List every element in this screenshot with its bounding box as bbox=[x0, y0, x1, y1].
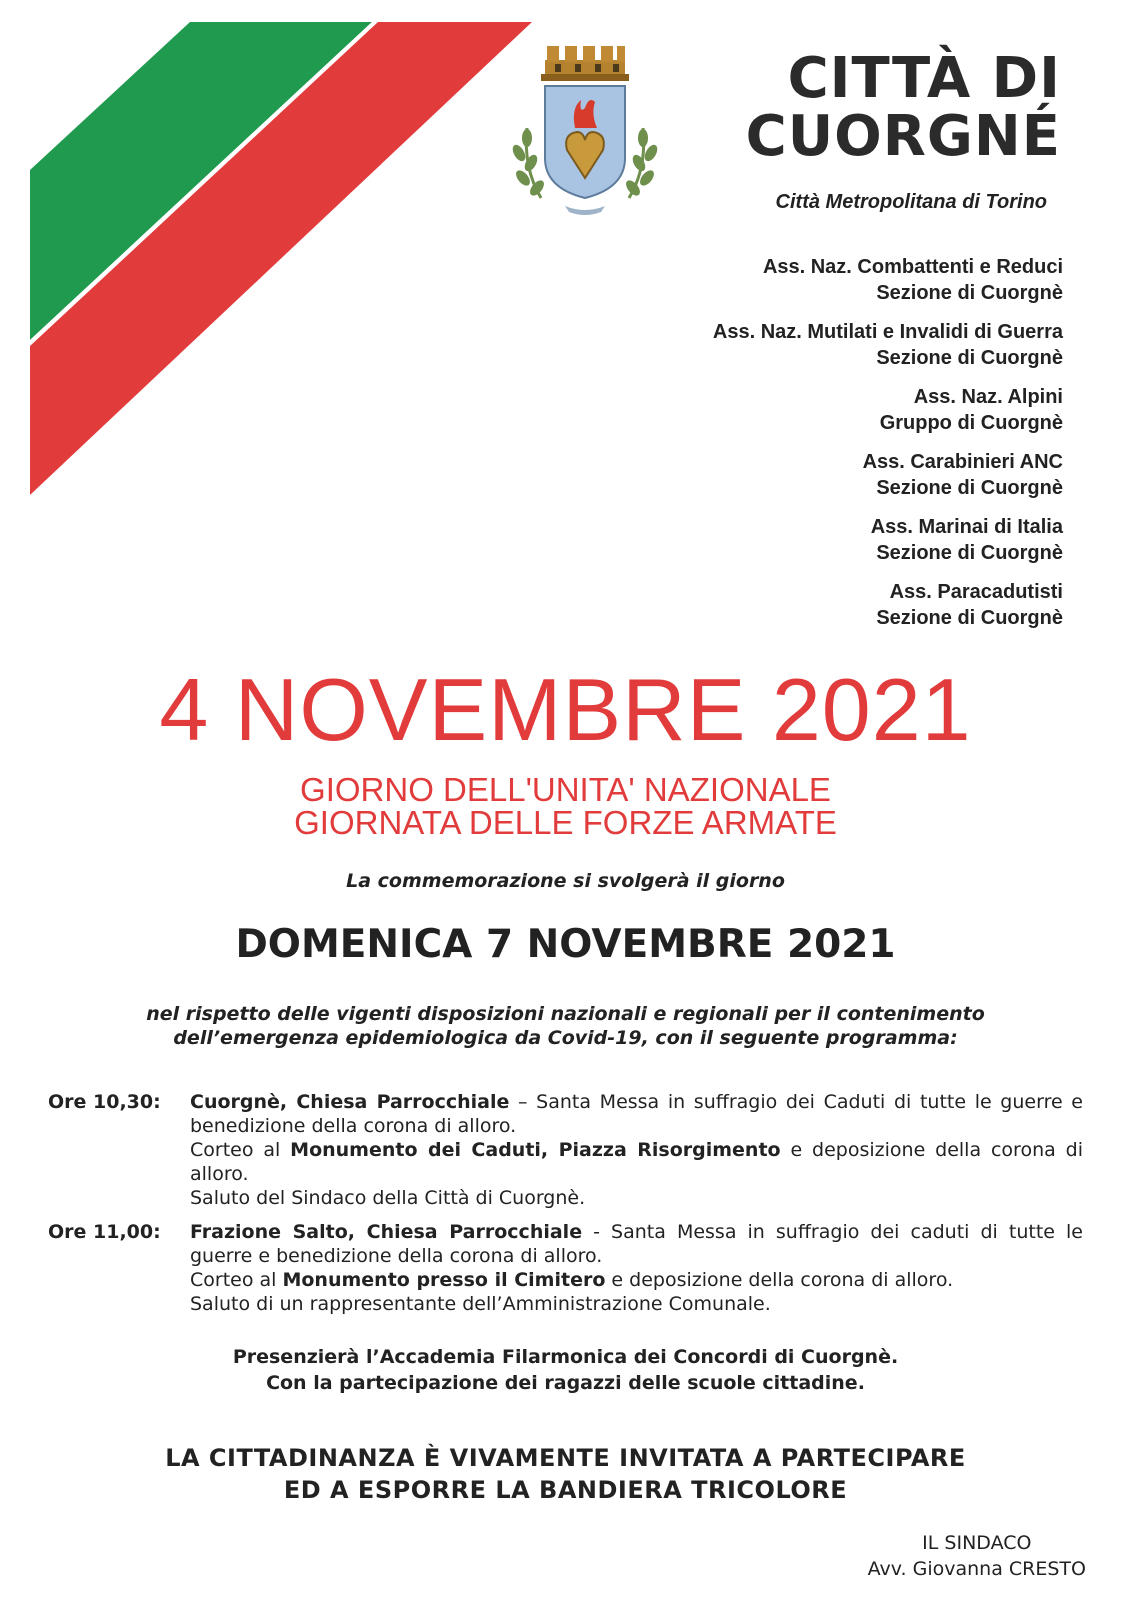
program-detail: Corteo al bbox=[190, 1269, 283, 1291]
associations-list bbox=[713, 254, 1063, 644]
covid-rules-text bbox=[0, 1002, 1131, 1050]
program-list bbox=[48, 1090, 1083, 1326]
program-detail: Corteo al bbox=[190, 1139, 291, 1161]
program-detail: e deposizione della corona di alloro. bbox=[190, 1139, 1083, 1185]
association-section: Sezione di Cuorgnè bbox=[876, 347, 1063, 369]
rules-line1: nel rispetto delle vigenti disposizioni nazionali e regionali per il contenimento bbox=[146, 1003, 985, 1025]
association-name: Ass. Naz. Alpini bbox=[913, 386, 1063, 408]
program-item bbox=[48, 1090, 1083, 1210]
commemoration-date: 4 NOVEMBRE 2021 bbox=[159, 660, 972, 759]
association-item bbox=[713, 579, 1063, 631]
association-item bbox=[713, 449, 1063, 501]
program-monument: Monumento presso il Cimitero bbox=[282, 1269, 606, 1291]
invitation-line2: ED A ESPORRE LA BANDIERA TRICOLORE bbox=[283, 1476, 848, 1504]
program-description bbox=[190, 1220, 1083, 1316]
program-location: Cuorgnè, Chiesa Parrocchiale bbox=[190, 1091, 510, 1113]
presence-notice bbox=[0, 1344, 1131, 1396]
association-item bbox=[713, 514, 1063, 566]
crown-icon bbox=[541, 46, 629, 81]
city-title-line1: CITTÀ DI bbox=[787, 46, 1061, 111]
association-section: Sezione di Cuorgnè bbox=[876, 542, 1063, 564]
program-detail: – Santa Messa in suffragio dei Caduti di tutte le guerre e benedizione della corona di alloro. bbox=[190, 1091, 1083, 1137]
intro-text: La commemorazione si svolgerà il giorno bbox=[346, 870, 785, 892]
program-item bbox=[48, 1220, 1083, 1316]
signature-role: IL SINDACO bbox=[922, 1532, 1032, 1554]
program-detail: - Santa Messa in suffragio dei caduti di tutte le guerre e benedizione della corona di alloro. bbox=[190, 1221, 1083, 1267]
association-name: Ass. Carabinieri ANC bbox=[862, 451, 1063, 473]
event-subtitles bbox=[0, 773, 1131, 839]
association-section: Gruppo di Cuorgnè bbox=[879, 412, 1063, 434]
program-time: Ore 10,30: bbox=[48, 1091, 161, 1113]
association-item bbox=[713, 384, 1063, 436]
association-item bbox=[713, 319, 1063, 371]
program-location: Frazione Salto, Chiesa Parrocchiale bbox=[190, 1221, 583, 1243]
presence-line2: Con la partecipazione dei ragazzi delle scuole cittadine. bbox=[266, 1372, 865, 1394]
presence-line1: Presenzierà l’Accademia Filarmonica dei Concordi di Cuorgnè. bbox=[232, 1346, 899, 1368]
association-name: Ass. Naz. Combattenti e Reduci bbox=[762, 256, 1063, 278]
association-section: Sezione di Cuorgnè bbox=[876, 607, 1063, 629]
association-section: Sezione di Cuorgnè bbox=[876, 282, 1063, 304]
association-name: Ass. Naz. Mutilati e Invalidi di Guerra bbox=[712, 321, 1063, 343]
invitation-line1: LA CITTADINANZA È VIVAMENTE INVITATA A PARTECIPARE bbox=[165, 1444, 966, 1472]
program-greeting: Saluto del Sindaco della Città di Cuorgnè. bbox=[190, 1187, 586, 1209]
ribbon-icon bbox=[565, 206, 605, 215]
program-monument: Monumento dei Caduti, Piazza Risorgimento bbox=[290, 1139, 781, 1161]
association-item bbox=[713, 254, 1063, 306]
program-detail: e deposizione della corona di alloro. bbox=[605, 1269, 954, 1291]
signature-name: Avv. Giovanna CRESTO bbox=[867, 1558, 1086, 1580]
association-section: Sezione di Cuorgnè bbox=[876, 477, 1063, 499]
city-title bbox=[745, 46, 1061, 169]
tricolore-stripes bbox=[0, 0, 560, 520]
citizens-invitation bbox=[0, 1442, 1131, 1506]
signature-block bbox=[868, 1530, 1086, 1582]
subtitle-unity-day: GIORNO DELL'UNITA' NAZIONALE bbox=[300, 771, 831, 808]
association-name: Ass. Paracadutisti bbox=[889, 581, 1063, 603]
ceremony-date: DOMENICA 7 NOVEMBRE 2021 bbox=[235, 922, 896, 967]
rules-line2: dell’emergenza epidemiologica da Covid-19, con il seguente programma: bbox=[173, 1027, 958, 1049]
program-time: Ore 11,00: bbox=[48, 1221, 161, 1243]
city-crest bbox=[505, 38, 665, 218]
program-greeting: Saluto di un rappresentante dell’Amministrazione Comunale. bbox=[190, 1293, 771, 1315]
city-title-line2: CUORGNÉ bbox=[745, 104, 1061, 169]
metro-subtitle: Città Metropolitana di Torino bbox=[775, 191, 1047, 213]
subtitle-armed-forces-day: GIORNATA DELLE FORZE ARMATE bbox=[294, 804, 837, 841]
association-name: Ass. Marinai di Italia bbox=[870, 516, 1063, 538]
program-description bbox=[190, 1090, 1083, 1210]
